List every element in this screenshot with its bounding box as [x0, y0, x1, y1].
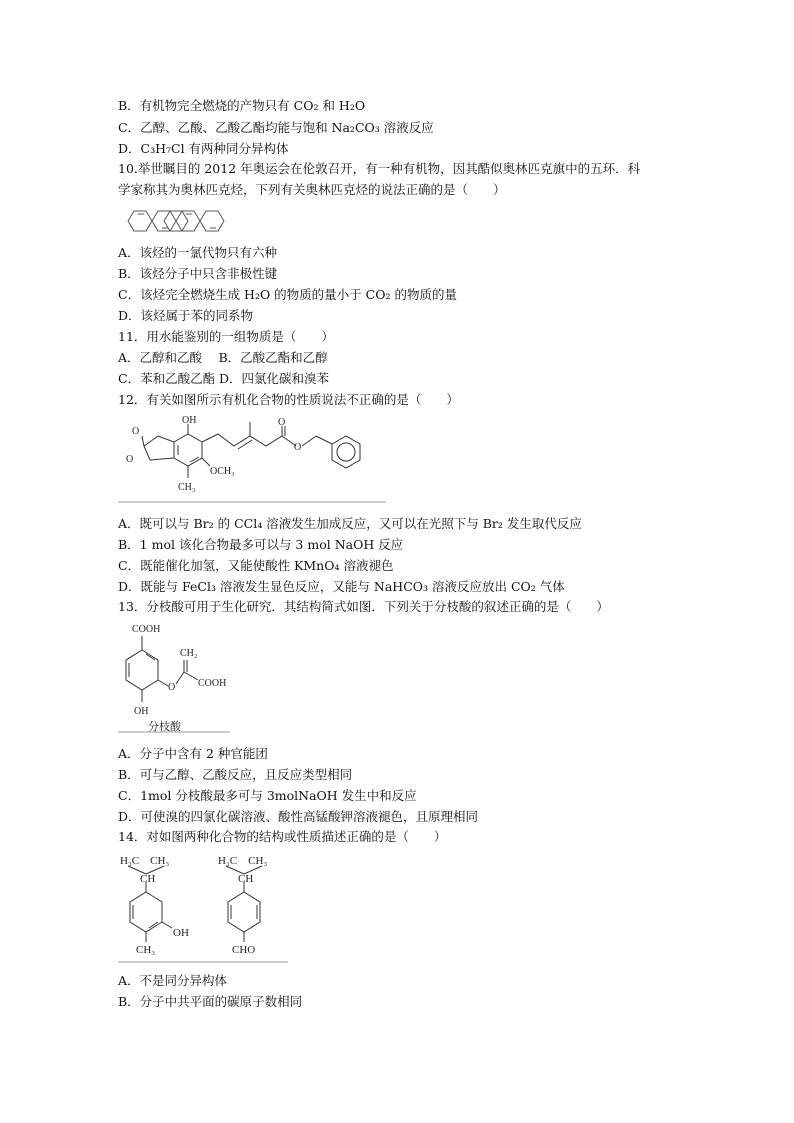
q12-o-label-3: O: [278, 417, 286, 428]
q13-option-b: B．可与乙醇、乙酸反应，且反应类型相同: [118, 767, 353, 782]
q12-ch3-label: CH₃: [178, 482, 196, 493]
q13-option-d: D．可使溴的四氯化碳溶液、酸性高锰酸钾溶液褪色，且原理相同: [118, 809, 479, 824]
q14-right-ch-label: CH: [238, 873, 254, 885]
q14-option-a: A．不是同分异构体: [118, 973, 228, 988]
q12-stem: 12．有关如图所示有机化合物的性质说法不正确的是（ ）: [118, 392, 459, 407]
q10-option-d: D．该烃属于苯的同系物: [118, 308, 254, 323]
q14-right-top-label: H₃C CH₃: [218, 855, 268, 867]
q12-oh-label: OH: [182, 415, 197, 426]
q13-structure-figure: [118, 620, 258, 738]
q10-option-b: B．该烃分子中只含非极性键: [118, 266, 278, 281]
q12-option-b: B．1 mol 该化合物最多可以与 3 mol NaOH 反应: [118, 537, 404, 552]
q12-o-label-4: O: [294, 442, 302, 453]
q13-caption: 分枝酸: [148, 721, 181, 733]
q9-option-d: D．C₃H₇Cl 有两种同分异构体: [118, 141, 289, 156]
q13-stem: 13．分枝酸可用于生化研究．其结构简式如图．下列关于分枝酸的叙述正确的是（ ）: [118, 599, 609, 614]
q13-option-c: C．1mol 分枝酸最多可与 3molNaOH 发生中和反应: [118, 788, 417, 803]
q14-left-top-label: H₃C CH₃: [120, 855, 170, 867]
q10-structure-figure: [118, 203, 228, 239]
q12-structure-figure: [118, 414, 388, 504]
q13-o-label: O: [168, 682, 176, 693]
q13-cooh-side-label: COOH: [198, 678, 227, 689]
q12-option-a: A．既可以与 Br₂ 的 CCl₄ 溶液发生加成反应，又可以在光照下与 Br₂ 发生取代反应: [118, 516, 582, 531]
q14-structure-figure: [118, 852, 294, 968]
q13-option-a: A．分子中含有 2 种官能团: [118, 746, 268, 761]
q12-o-label-2: O: [126, 454, 134, 465]
q14-option-b: B．分子中共平面的碳原子数相同: [118, 994, 303, 1009]
q14-left-ch-label: CH: [140, 873, 156, 885]
q9-option-b: B．有机物完全燃烧的产物只有 CO₂ 和 H₂O: [118, 98, 366, 113]
q10-option-a: A．该烃的一氯代物只有六种: [118, 245, 278, 260]
q14-stem: 14．对如图两种化合物的结构或性质描述正确的是（ ）: [118, 829, 447, 844]
q13-ch2-label: CH₂: [180, 648, 198, 659]
q13-cooh-top-label: COOH: [132, 624, 161, 635]
q9-option-c: C．乙醇、乙酸、乙酸乙酯均能与饱和 Na₂CO₃ 溶液反应: [118, 120, 434, 135]
q11-options-cd: C．苯和乙酸乙酯 D．四氯化碳和溴苯: [118, 371, 330, 386]
q10-option-c: C．该烃完全燃烧生成 H₂O 的物质的量小于 CO₂ 的物质的量: [118, 287, 457, 302]
q12-option-d: D．既能与 FeCl₃ 溶液发生显色反应，又能与 NaHCO₃ 溶液反应放出 CO₂ 气体: [118, 579, 565, 594]
q12-o-label-1: O: [132, 426, 140, 437]
q14-left-oh-label: OH: [173, 927, 189, 939]
q11-stem: 11．用水能鉴别的一组物质是（ ）: [118, 329, 334, 344]
q12-och3-label: OCH₃: [210, 466, 235, 477]
q10-stem-line2: 学家称其为奥林匹克烃，下列有关奥林匹克烃的说法正确的是（ ）: [118, 182, 506, 197]
q10-stem-line1: 10.举世瞩目的 2012 年奥运会在伦敦召开，有一种有机物，因其酷似奥林匹克旗中的五环．科: [118, 161, 641, 176]
q12-option-c: C．既能催化加氢，又能使酸性 KMnO₄ 溶液褪色: [118, 558, 394, 573]
q14-left-ch3-label: CH₃: [136, 944, 156, 956]
q13-oh-label: OH: [134, 706, 149, 717]
q11-options-ab: A．乙醇和乙酸 B．乙酸乙酯和乙醇: [118, 350, 328, 365]
q14-right-cho-label: CHO: [232, 944, 256, 956]
